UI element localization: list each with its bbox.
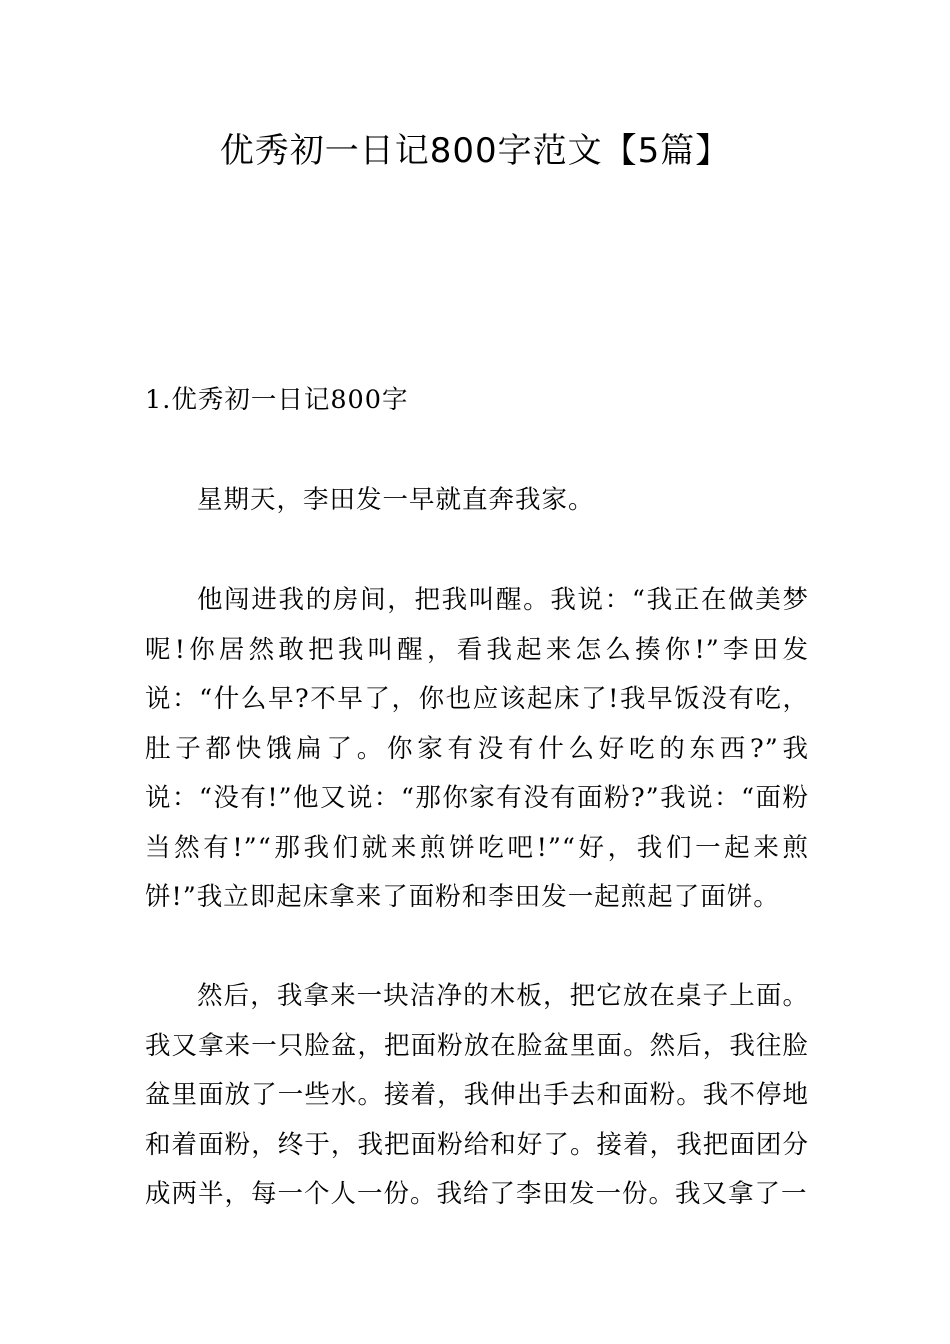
document-title: 优秀初一日记800字范文【5篇】 (219, 131, 731, 171)
section-heading: 1.优秀初一日记800字 (145, 385, 409, 415)
paragraph-1: 星期天，李田发一早就直奔我家。 (197, 485, 595, 515)
paragraph-2: 他闯进我的房间，把我叫醒。我说：“我正在做美梦呢!你居然敢把我叫醒，看我起来怎么揍你!”李田发说：“什么早?不早了，你也应该起床了!我早饭没有吃，肚子都快饿扁了。你家有没有什么好吃的东西?”我说：“没有!”他又说：“那你家有没有面粉?”我说：“面粉当然有!”“那我们就来煎饼吃吧!”“好，我们一起来煎饼!”我立即起床拿来了面粉和李田发一起煎起了面饼。 (145, 585, 809, 912)
paragraph-3: 然后，我拿来一块洁净的木板，把它放在桌子上面。我又拿来一只脸盆，把面粉放在脸盆里面。然后，我往脸盆里面放了一些水。接着，我伸出手去和面粉。我不停地和着面粉，终于，我把面粉给和好了。接着，我把面团分成两半，每一个人一份。我给了李田发一份。我又拿了一 (145, 981, 809, 1209)
